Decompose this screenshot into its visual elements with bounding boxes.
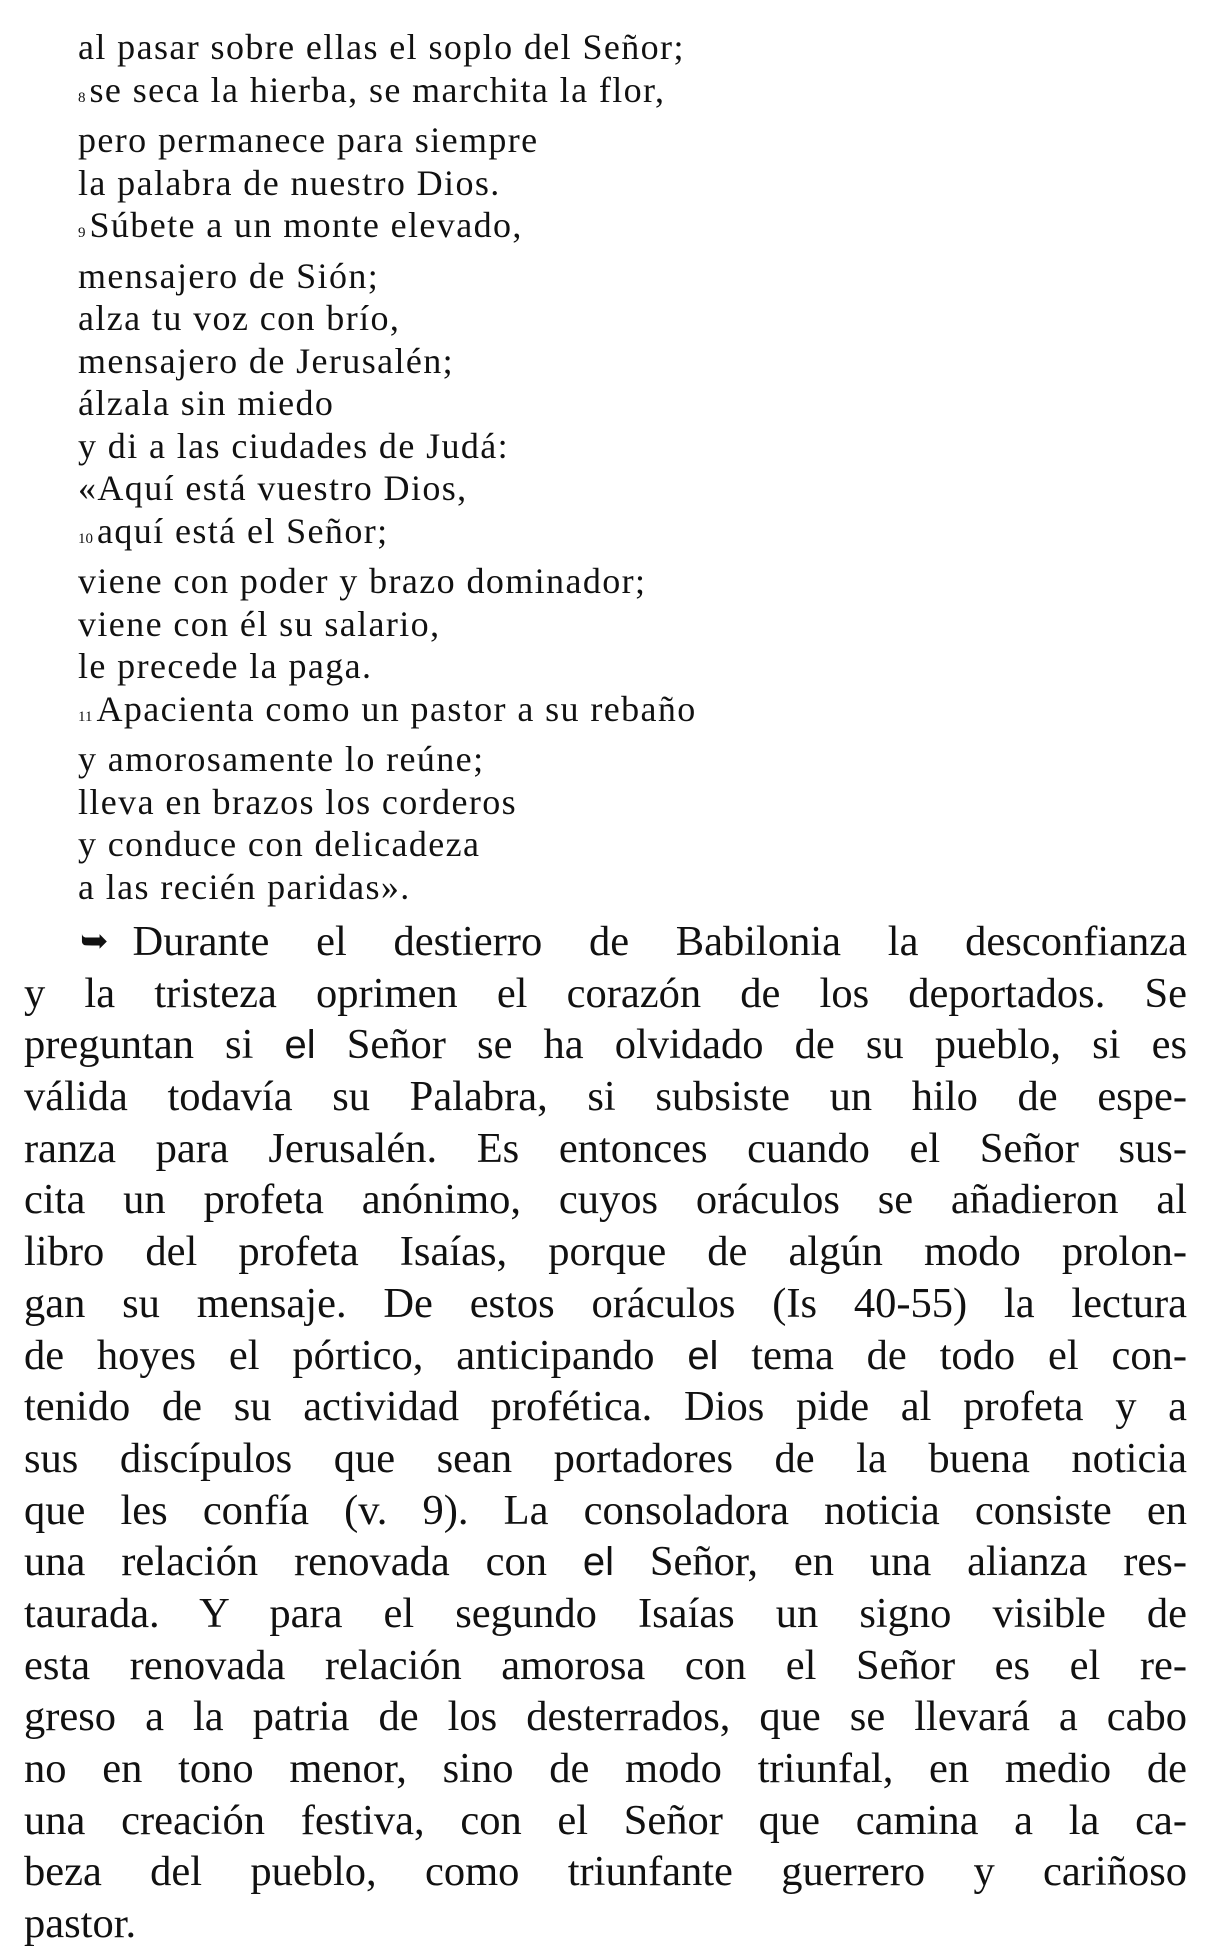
poem-line: viene con él su salario,	[78, 603, 441, 644]
poem-line: al pasar sobre ellas el soplo del Señor;	[78, 27, 685, 67]
verse-number: 9	[78, 225, 86, 241]
commentary-line: válida todavía su Palabra, si subsiste un hilo de espe-	[24, 1073, 1187, 1121]
commentary-line: ➥ Durante el destierro de Babilonia la desconfianza	[24, 916, 1187, 968]
commentary-line: pastor.	[24, 1900, 137, 1948]
poem-line: y amorosamente lo reúne;	[78, 739, 485, 779]
poem-line: pero permanece para siempre	[78, 120, 539, 160]
commentary-line: cita un profeta anónimo, cuyos oráculos se añadieron al	[24, 1176, 1187, 1224]
poem-line: y di a las ciudades de Judá:	[78, 425, 510, 466]
commentary-line: ranza para Jerusalén. Es entonces cuando el Señor sus-	[24, 1124, 1187, 1172]
commentary-line: tenido de su actividad profética. Dios pide al profeta y a	[24, 1383, 1187, 1431]
commentary-line: una relación renovada con el Señor, en una alianza res-	[24, 1538, 1187, 1586]
verse-number: 8	[78, 89, 86, 106]
commentary-line: greso a la patria de los desterrados, que se llevará a cabo	[24, 1693, 1187, 1741]
commentary-line: que les confía (v. 9). La consoladora noticia consiste en	[24, 1486, 1187, 1534]
poem-line: a las recién paridas».	[78, 866, 411, 907]
poem-line: 8 se seca la hierba, se marchita la flor,	[78, 69, 1158, 120]
poem-line: alza tu voz con brío,	[78, 298, 401, 338]
arrow-icon: ➥	[80, 921, 109, 961]
commentary-line: de hoyes el pórtico, anticipando el tema de todo el con-	[24, 1331, 1187, 1379]
commentary-line: esta renovada relación amorosa con el Señor es el re-	[24, 1641, 1187, 1689]
poem-line: 9 Súbete a un monte elevado,	[78, 204, 1158, 255]
verse-number: 10	[78, 530, 93, 547]
verse-number: 11	[78, 708, 93, 725]
commentary-line: sus discípulos que sean portadores de la buena noticia	[24, 1434, 1187, 1482]
commentary-line: beza del pueblo, como triunfante guerrero y cariñoso	[24, 1848, 1187, 1896]
commentary-line: no en tono menor, sino de modo triunfal, en medio de	[24, 1745, 1187, 1792]
poem-line: y conduce con delicadeza	[78, 824, 481, 864]
poem-line: viene con poder y brazo dominador;	[78, 561, 647, 601]
poem-block	[78, 26, 1158, 908]
commentary-line: taurada. Y para el segundo Isaías un signo visible de	[24, 1589, 1187, 1637]
poem-line: 10 aquí está el Señor;	[78, 510, 1158, 561]
poem-line: mensajero de Jerusalén;	[78, 340, 455, 381]
commentary-block	[24, 916, 1187, 1950]
commentary-line: preguntan si el Señor se ha olvidado de su pueblo, si es	[24, 1021, 1187, 1069]
poem-line: lleva en brazos los corderos	[78, 781, 518, 822]
poem-line: la palabra de nuestro Dios.	[78, 162, 501, 203]
poem-line: 11 Apacienta como un pastor a su rebaño	[78, 688, 1158, 739]
commentary-line: gan su mensaje. De estos oráculos (Is 40-55) la lectura	[24, 1279, 1187, 1327]
commentary-line: y la tristeza oprimen el corazón de los deportados. Se	[24, 969, 1187, 1017]
poem-line: le precede la paga.	[78, 646, 373, 686]
commentary-line: libro del profeta Isaías, porque de algún modo prolon-	[24, 1228, 1187, 1276]
poem-line: álzala sin miedo	[78, 383, 335, 423]
poem-line: mensajero de Sión;	[78, 255, 380, 296]
poem-line: «Aquí está vuestro Dios,	[78, 468, 468, 508]
commentary-line: una creación festiva, con el Señor que camina a la ca-	[24, 1796, 1187, 1844]
